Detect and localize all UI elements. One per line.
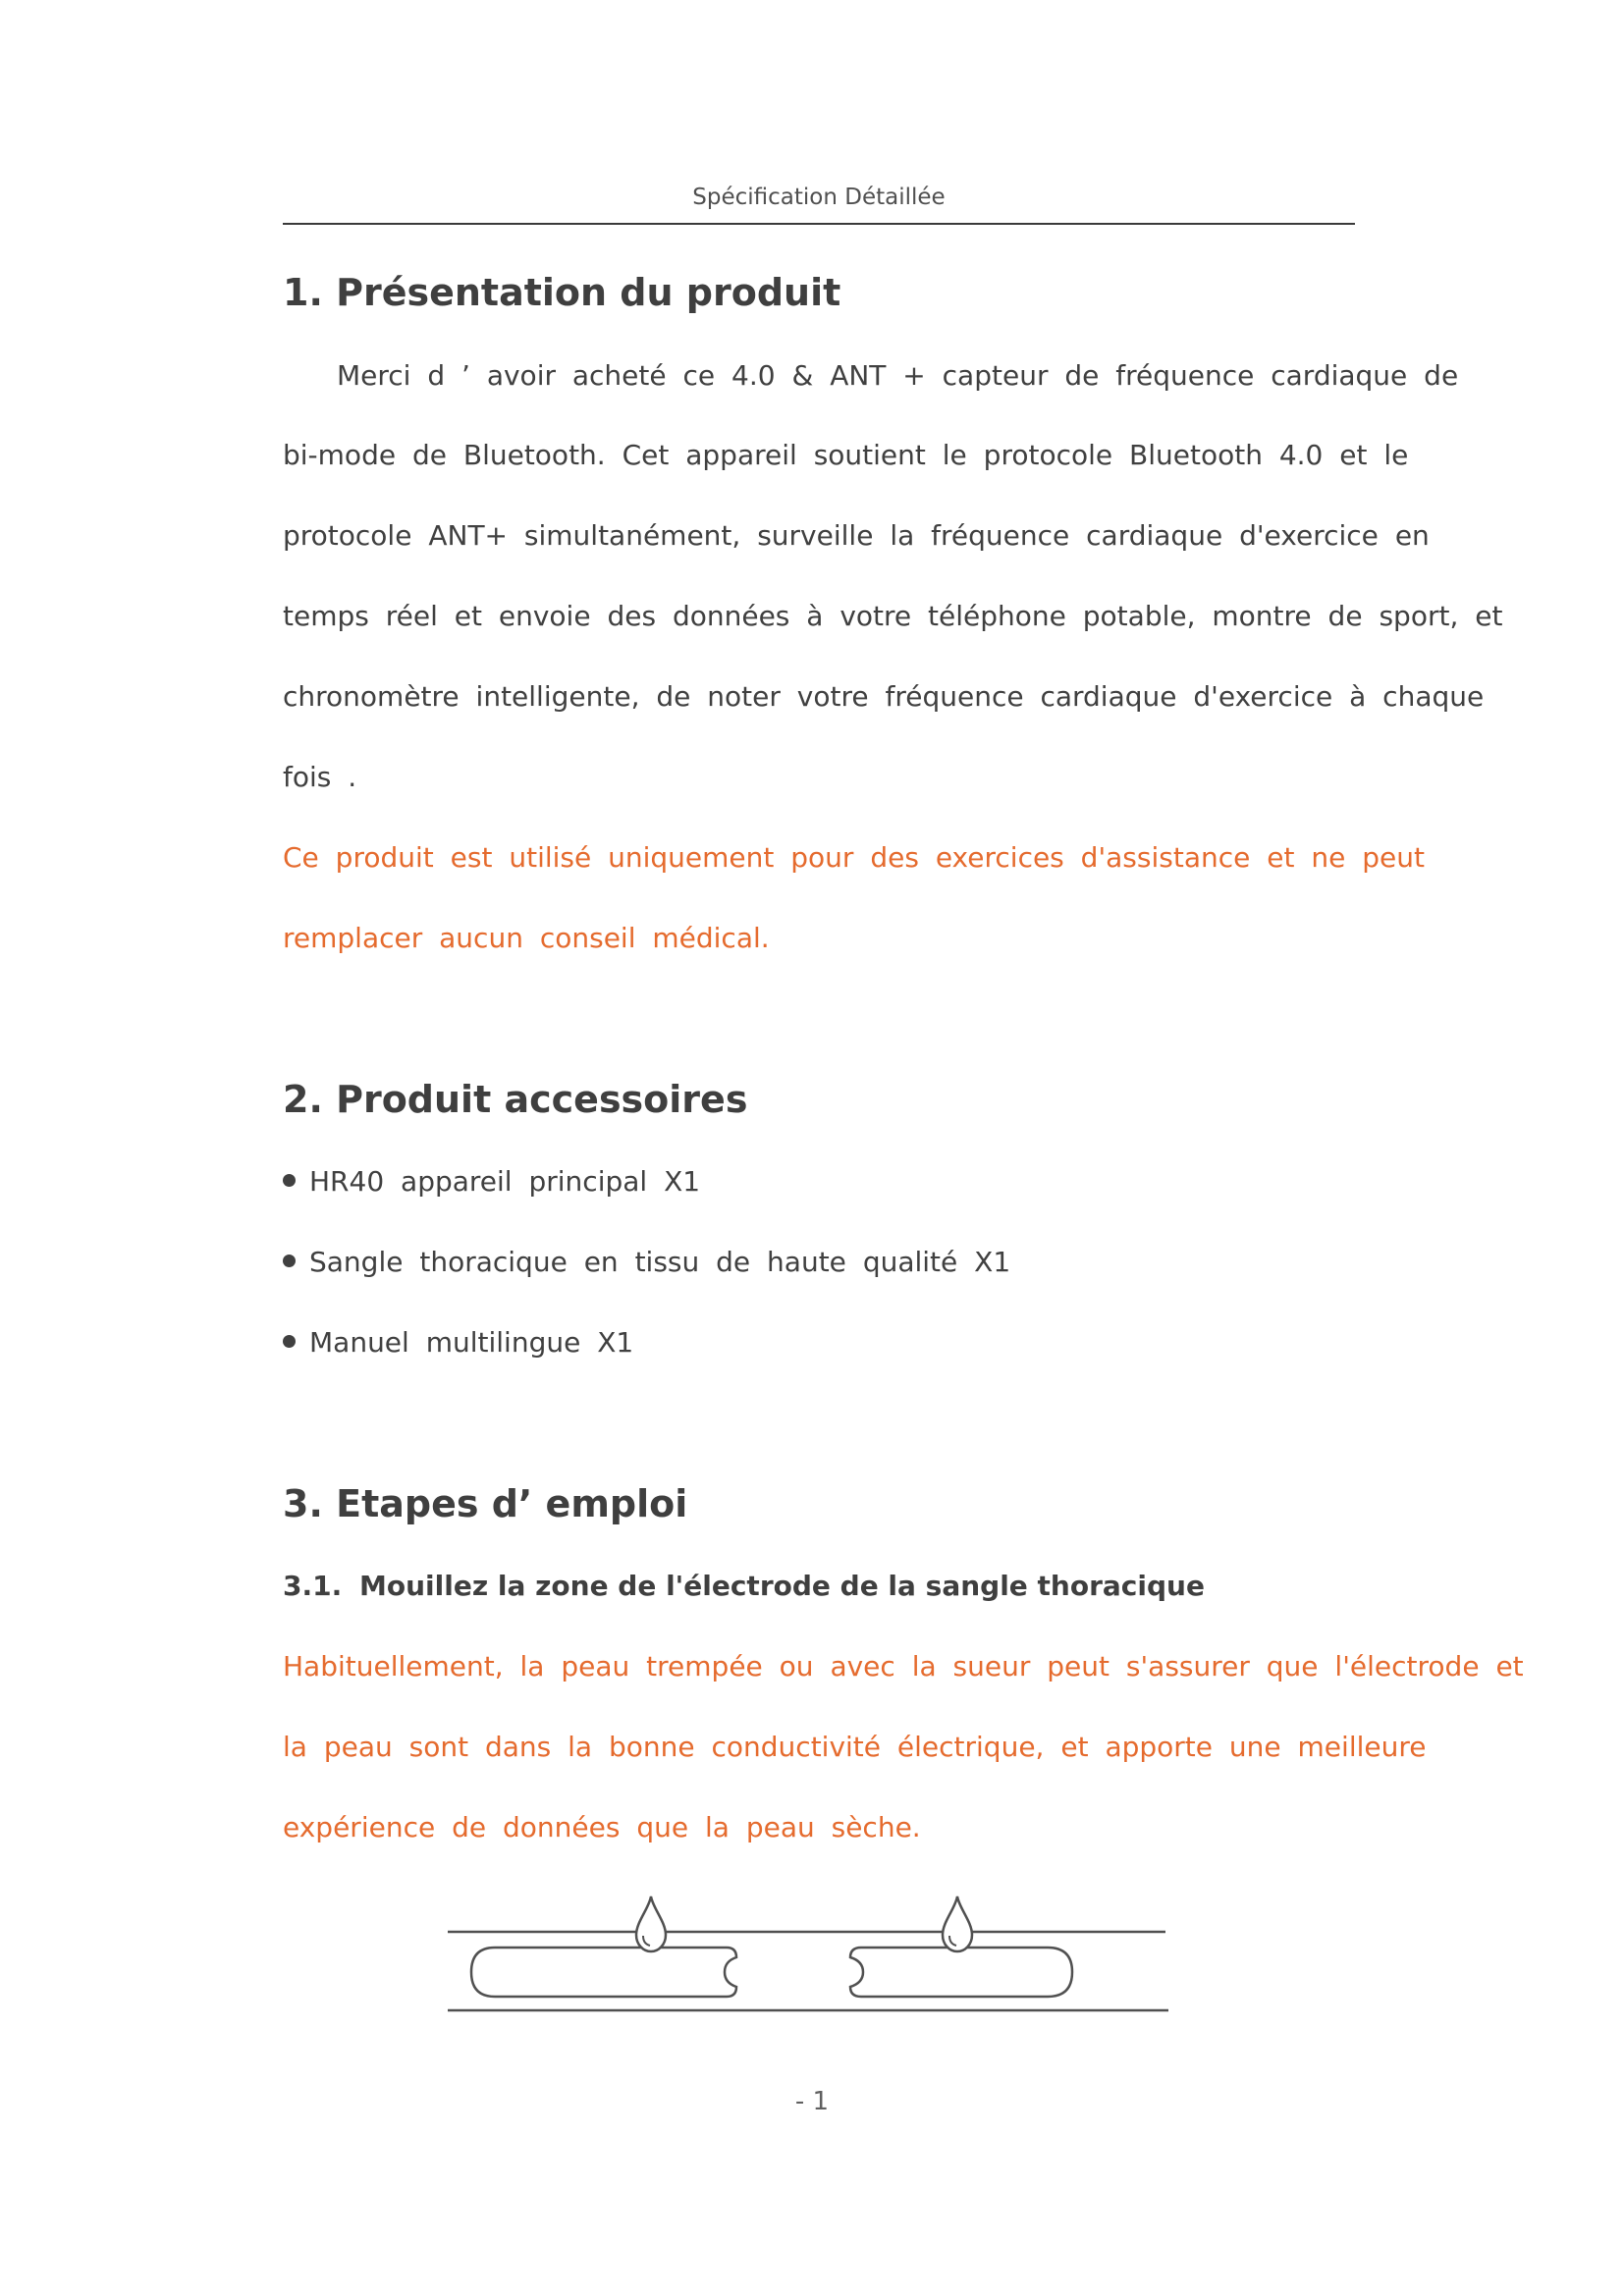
electrode-strap-diagram (444, 1889, 1180, 2026)
moisten-line-1: Habituellement, la peau trempée ou avec la sueur peut s'assurer que l'électrode et (283, 1650, 1524, 1682)
page-number: - 1 (794, 2087, 830, 2116)
subsection-3-1-heading (283, 1570, 1205, 1602)
accessory-item (283, 1246, 1010, 1278)
bullet-icon (283, 1255, 296, 1267)
accessory-item-label: Sangle thoracique en tissu de haute qualité X1 (309, 1246, 1011, 1278)
intro-line-6: fois . (283, 761, 357, 793)
accessory-item-label: Manuel multilingue X1 (309, 1326, 634, 1359)
page-header-title: Spécification Détaillée (692, 185, 946, 210)
section-2-heading: 2. Produit accessoires (283, 1078, 748, 1121)
intro-line-3: protocole ANT+ simultanément, surveille la fréquence cardiaque d'exercice en (283, 519, 1430, 552)
intro-line-5: chronomètre intelligente, de noter votre fréquence cardiaque d'exercice à chaque (283, 680, 1485, 713)
moisten-line-2: la peau sont dans la bonne conductivité électrique, et apporte une meilleure (283, 1731, 1427, 1763)
bullet-icon (283, 1335, 296, 1348)
moisten-line-3: expérience de données que la peau sèche. (283, 1811, 921, 1843)
right-electrode-pad (850, 1948, 1072, 1997)
section-3-heading: 3. Etapes d’ emploi (283, 1482, 688, 1525)
intro-line-1: Merci d ’ avoir acheté ce 4.0 & ANT + capteur de fréquence cardiaque de (337, 359, 1459, 392)
water-drop-icon (943, 1896, 972, 1951)
intro-line-4: temps réel et envoie des données à votre téléphone potable, montre de sport, et (283, 600, 1503, 632)
warning-line-1: Ce produit est utilisé uniquement pour des exercices d'assistance et ne peut (283, 841, 1425, 874)
warning-line-2: remplacer aucun conseil médical. (283, 922, 770, 954)
section-1-heading: 1. Présentation du produit (283, 271, 841, 314)
accessory-item (283, 1165, 700, 1198)
subsection-title: Mouillez la zone de l'électrode de la sangle thoracique (359, 1570, 1205, 1602)
bullet-icon (283, 1174, 296, 1187)
header-divider (283, 223, 1355, 225)
accessory-item-label: HR40 appareil principal X1 (309, 1165, 701, 1198)
water-drop-icon (636, 1896, 666, 1951)
intro-line-2: bi-mode de Bluetooth. Cet appareil soutient le protocole Bluetooth 4.0 et le (283, 439, 1409, 471)
accessory-item (283, 1326, 633, 1359)
left-electrode-pad (471, 1948, 736, 1997)
subsection-number: 3.1. (283, 1570, 343, 1602)
